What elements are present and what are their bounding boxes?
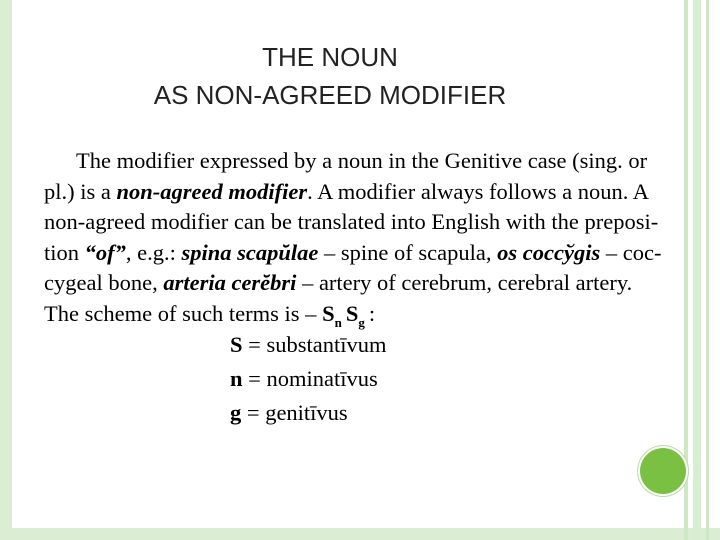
- body-line-4: [44, 238, 662, 269]
- right-rail-wide: [693, 0, 701, 540]
- text: – artery of cerebrum, cerebral artery.: [296, 270, 633, 295]
- term-arteria-cerebri: arteria cerĕbri: [163, 270, 297, 295]
- legend-row: [230, 328, 386, 362]
- scheme-s1: S: [322, 300, 335, 326]
- legend-symbol: g: [230, 400, 242, 425]
- legend-text: = nominatīvus: [242, 366, 378, 391]
- body-line-1: The modifier expressed by a noun in the Genitive case (sing. or: [76, 148, 648, 173]
- legend-row: [230, 396, 386, 430]
- legend-text: = genitīvus: [241, 400, 348, 425]
- legend-symbol: n: [230, 366, 243, 391]
- body-line-5: [44, 268, 640, 299]
- text: . A modifier always follows a noun. A: [307, 178, 649, 204]
- text: :: [368, 300, 376, 326]
- right-rail-thin: [684, 0, 688, 540]
- text: pl.) is a: [44, 178, 117, 204]
- legend-symbol: S: [230, 332, 243, 357]
- term-non-agreed-modifier: non-agreed modifier: [116, 178, 308, 204]
- title-line-1: THE NOUN: [262, 42, 398, 72]
- title-line-2: AS NON-AGREED MODIFIER: [153, 80, 507, 110]
- term-spina-scapulae: spina scapŭlae: [181, 239, 319, 265]
- scheme-legend: [230, 328, 386, 430]
- text: – coc-: [600, 239, 662, 265]
- text: tion: [44, 239, 85, 265]
- right-rail-outer: [706, 0, 709, 540]
- scheme-g-index: g: [358, 314, 365, 330]
- left-frame-strip: [0, 0, 12, 540]
- text: cygeal bone,: [44, 270, 164, 295]
- scheme-n-index: n: [334, 314, 342, 330]
- scheme-s2: S: [345, 300, 359, 326]
- bottom-frame-strip: [0, 528, 720, 540]
- text: The scheme of such terms is –: [44, 300, 323, 326]
- body-line-3: non-agreed modifier can be translated into English with the preposi-: [44, 209, 659, 234]
- text: – spine of scapula,: [318, 239, 498, 265]
- decorative-circle: [640, 448, 686, 494]
- text: , e.g.:: [125, 239, 182, 265]
- body-paragraph: [44, 146, 662, 338]
- body-line-2: [44, 177, 649, 208]
- term-of: “of”: [84, 239, 126, 265]
- term-os-coccygis: os coccўgis: [497, 239, 601, 265]
- legend-row: [230, 362, 386, 396]
- slide-title: [110, 38, 550, 114]
- legend-text: = substantīvum: [242, 332, 387, 357]
